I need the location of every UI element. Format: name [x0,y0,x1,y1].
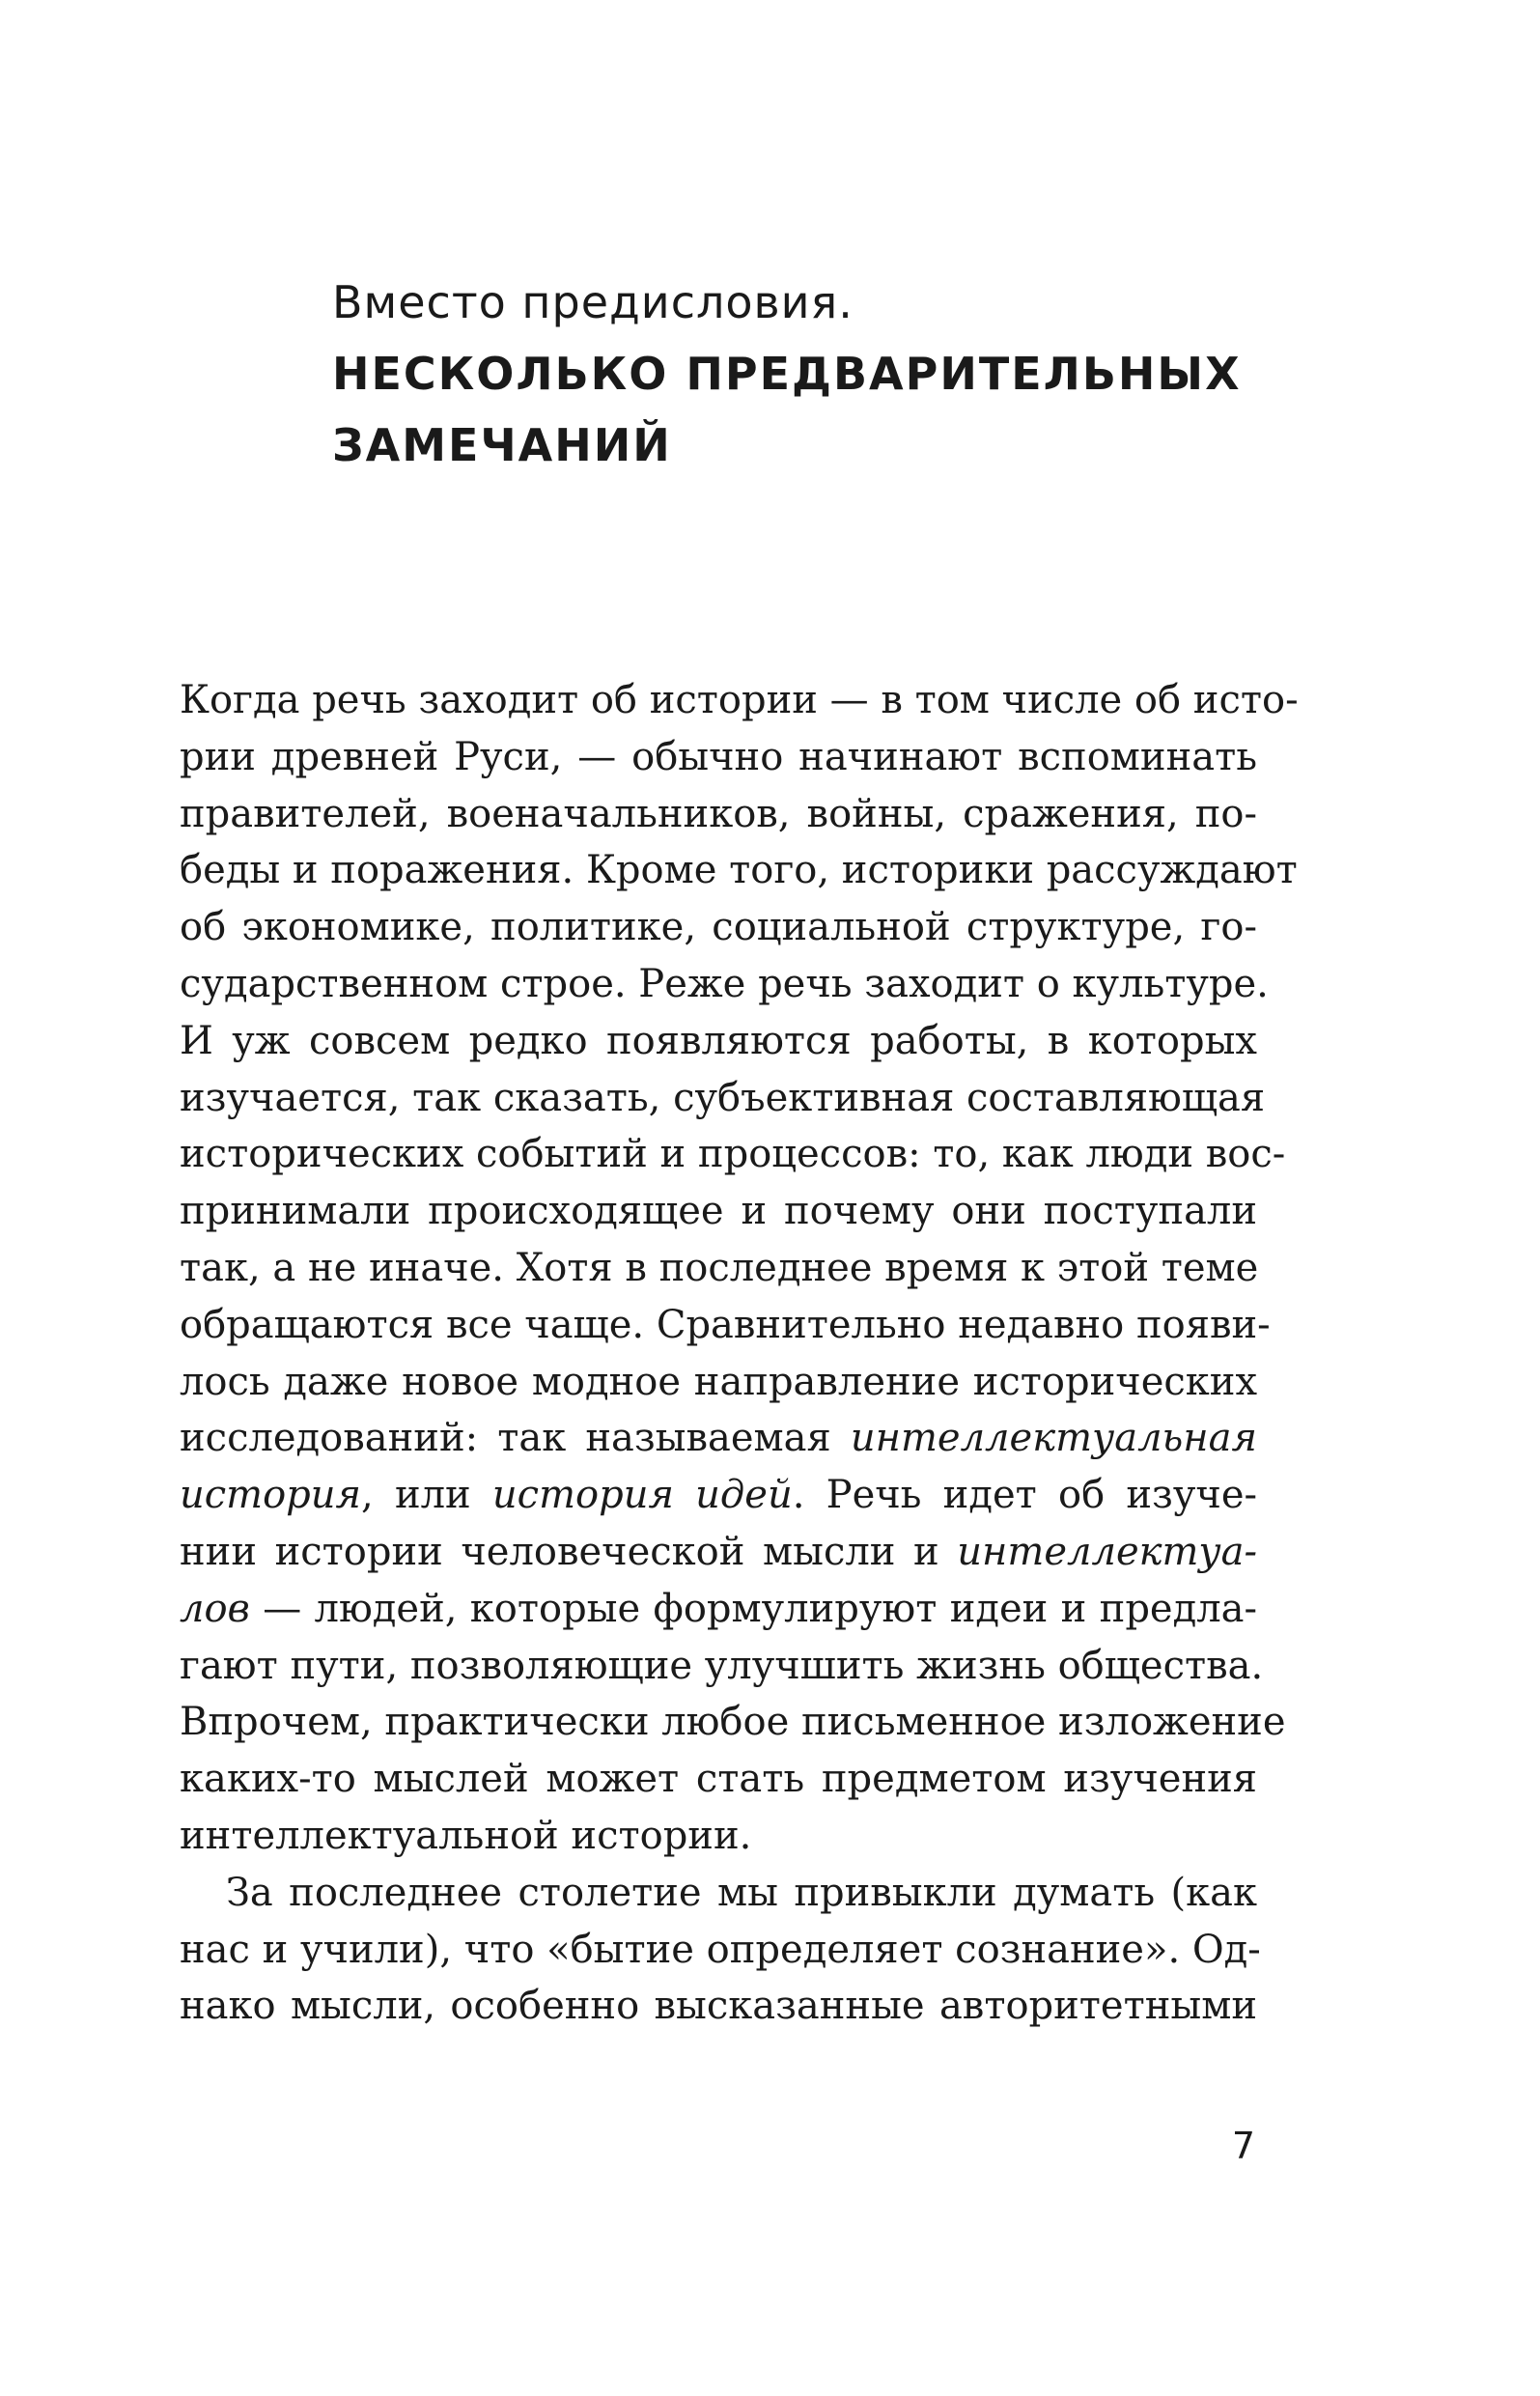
page-number: 7 [1231,2125,1255,2167]
text-segment: , или [361,1473,492,1518]
text-line: За последнее столетие мы привыкли думать (как [226,1870,1257,1915]
text-line: нас и учили), что «бытие определяет сознание». Од- [180,1927,1261,1972]
text-line: правителей, военачальников, войны, сражения, по- [180,791,1257,836]
text-line: нако мысли, особенно высказанные авторитетными [180,1984,1257,2029]
text-line: принимали происходящее и почему они поступали [180,1189,1257,1234]
text-line: изучается, так сказать, субъективная составляющая [180,1075,1266,1120]
text-line: Когда речь заходит об истории — в том числе об исто- [180,678,1299,722]
text-line: рии древней Руси, — обычно начинают вспоминать [180,734,1257,779]
text-line: об экономике, политике, социальной структуре, го- [180,905,1257,950]
text-line [180,1467,1257,1524]
text-line: исторических событий и процессов: то, как люди вос- [180,1132,1286,1177]
heading-line-1: Вместо предисловия. [332,276,854,328]
text-line: гают пути, позволяющие улучшить жизнь общества. [180,1643,1264,1688]
text-line [180,1524,1257,1581]
chapter-heading [332,267,1298,481]
text-segment: — людей, которые формулируют идеи и предла- [249,1586,1257,1631]
text-line: лось даже новое модное направление исторических [180,1359,1257,1404]
text-line: беды и поражения. Кроме того, историки рассуждают [180,848,1298,893]
text-line: сударственном строе. Реже речь заходит о культуре. [180,961,1269,1006]
italic-term: лов [180,1586,250,1631]
text-line: обращаются все чаще. Сравнительно недавно появи- [180,1302,1271,1347]
heading-line-2: НЕСКОЛЬКО ПРЕДВАРИТЕЛЬНЫХ [332,348,1242,400]
text-line [180,1581,1257,1638]
heading-line-3: ЗАМЕЧАНИЙ [332,419,672,471]
text-line: так, а не иначе. Хотя в последнее время к этой теме [180,1245,1259,1290]
body-text [180,672,1299,2035]
italic-term: история идей [491,1473,793,1518]
text-segment: исследований: так называемая [180,1416,851,1461]
text-line: каких-то мыслей может стать предметом изучения [180,1757,1257,1802]
italic-term: интеллектуа- [957,1529,1257,1574]
text-segment: . Речь идет об изуче- [792,1473,1258,1518]
text-segment: нии истории человеческой мысли и [180,1529,958,1574]
text-line: Впрочем, практически любое письменное изложение [180,1700,1286,1745]
text-line: И уж совсем редко появляются работы, в которых [180,1018,1257,1063]
text-line [180,1410,1257,1467]
text-line: интеллектуальной истории. [180,1813,752,1858]
italic-term: история [180,1473,362,1518]
italic-term: интеллектуальная [850,1416,1257,1461]
